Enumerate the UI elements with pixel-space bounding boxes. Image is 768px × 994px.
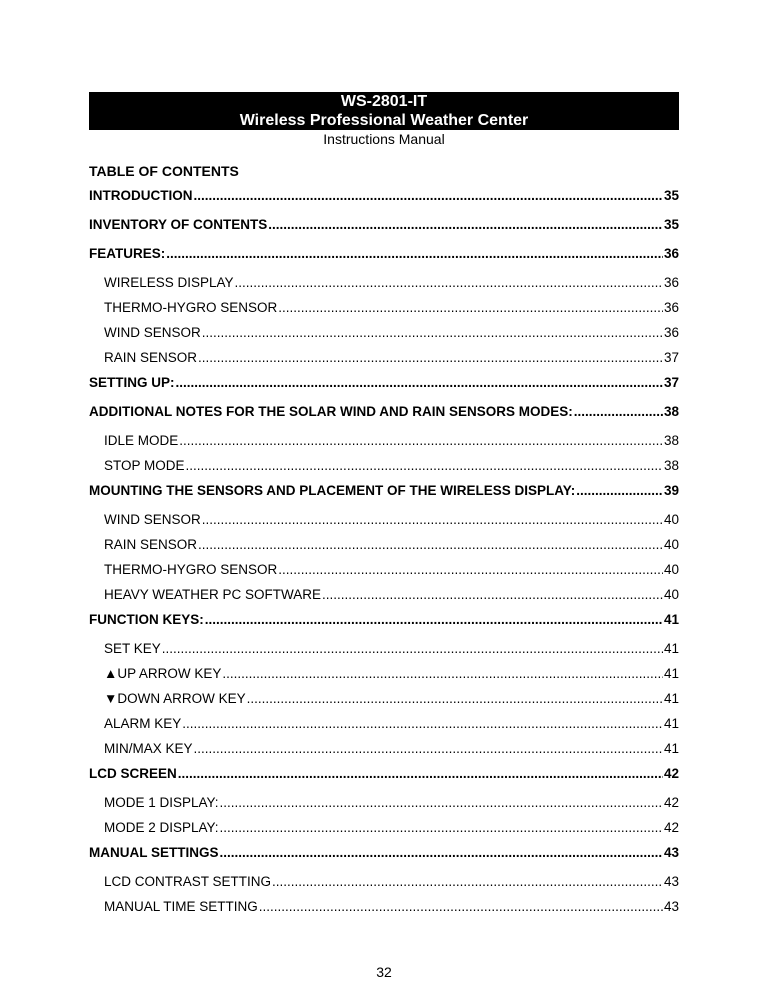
toc-entry-page: 41 [663, 716, 679, 731]
toc-entry-label: IDLE MODE [104, 433, 179, 448]
toc-entry-page: 36 [663, 325, 679, 340]
toc-entry-page: 40 [663, 537, 679, 552]
toc-entry-label: WIRELESS DISPLAY [104, 275, 234, 290]
toc-leader-dots [176, 375, 663, 390]
toc-entry[interactable] [89, 537, 679, 562]
toc-entry[interactable] [89, 300, 679, 325]
toc-entry-label: INVENTORY OF CONTENTS [89, 217, 268, 232]
toc-entry[interactable] [89, 845, 679, 874]
toc-entry[interactable] [89, 562, 679, 587]
toc-entry-page: 42 [663, 820, 679, 835]
toc-entry[interactable] [89, 275, 679, 300]
toc-leader-dots [222, 666, 663, 681]
toc-leader-dots [574, 404, 663, 419]
toc-entry-page: 41 [663, 741, 679, 756]
toc-entry-label: WIND SENSOR [104, 512, 201, 527]
toc-entry-label: ALARM KEY [104, 716, 182, 731]
toc-entry-page: 38 [663, 404, 679, 419]
toc-entry-label: SETTING UP: [89, 375, 175, 390]
toc-leader-dots [268, 217, 663, 232]
toc-leader-dots [220, 820, 663, 835]
toc-entry-label: MIN/MAX KEY [104, 741, 193, 756]
toc-leader-dots [198, 537, 663, 552]
toc-entry-page: 37 [663, 350, 679, 365]
toc-entry-label: MODE 1 DISPLAY: [104, 795, 219, 810]
toc-entry-label: ▲UP ARROW KEY [104, 666, 222, 681]
toc-entry-page: 37 [663, 375, 679, 390]
toc-entry-page: 40 [663, 562, 679, 577]
toc-entry[interactable] [89, 741, 679, 766]
toc-entry[interactable] [89, 612, 679, 641]
toc-entry[interactable] [89, 217, 679, 246]
toc-leader-dots [278, 300, 663, 315]
toc-entry-page: 40 [663, 512, 679, 527]
toc-entry-label: ▼DOWN ARROW KEY [104, 691, 246, 706]
toc-leader-dots [179, 433, 663, 448]
toc-entry-label: LCD SCREEN [89, 766, 177, 781]
toc-leader-dots [259, 899, 663, 914]
toc-leader-dots [166, 246, 663, 261]
toc-leader-dots [247, 691, 663, 706]
toc-entry-page: 41 [663, 691, 679, 706]
toc-leader-dots [220, 795, 663, 810]
toc-leader-dots [202, 512, 663, 527]
toc-entry-label: THERMO-HYGRO SENSOR [104, 562, 278, 577]
model-title: WS-2801-IT [340, 93, 428, 110]
toc-entry[interactable] [89, 766, 679, 795]
toc-entry-page: 42 [663, 766, 679, 781]
toc-entry-page: 38 [663, 458, 679, 473]
toc-leader-dots [272, 874, 663, 889]
toc-entry[interactable] [89, 404, 679, 433]
toc-entry-page: 36 [663, 275, 679, 290]
toc-leader-dots [278, 562, 663, 577]
toc-entry[interactable] [89, 246, 679, 275]
toc-entry-page: 40 [663, 587, 679, 602]
toc-entry[interactable] [89, 512, 679, 537]
document-subtitle: Instructions Manual [323, 131, 445, 147]
toc-entry-page: 41 [663, 612, 679, 627]
toc-entry-page: 35 [663, 217, 679, 232]
toc-entry-label: STOP MODE [104, 458, 185, 473]
toc-entry[interactable] [89, 899, 679, 924]
toc-entry-page: 35 [663, 188, 679, 203]
toc-entry[interactable] [89, 350, 679, 375]
toc-entry-page: 43 [663, 845, 679, 860]
toc-leader-dots [186, 458, 663, 473]
toc-entry-label: MANUAL TIME SETTING [104, 899, 258, 914]
toc-leader-dots [194, 188, 663, 203]
toc-entry[interactable] [89, 691, 679, 716]
toc-entry-page: 42 [663, 795, 679, 810]
toc-entry-label: RAIN SENSOR [104, 537, 198, 552]
toc-entry-page: 36 [663, 246, 679, 261]
toc-entry[interactable] [89, 325, 679, 350]
toc-leader-dots [576, 483, 663, 498]
toc-entry-label: INTRODUCTION [89, 188, 193, 203]
toc-entry-label: FUNCTION KEYS: [89, 612, 204, 627]
toc-leader-dots [162, 641, 663, 656]
page-number: 32 [376, 964, 392, 980]
toc-leader-dots [198, 350, 663, 365]
toc-entry-page: 39 [663, 483, 679, 498]
table-of-contents [89, 188, 679, 924]
toc-entry-label: RAIN SENSOR [104, 350, 198, 365]
toc-leader-dots [178, 766, 663, 781]
toc-entry[interactable] [89, 716, 679, 741]
toc-entry[interactable] [89, 375, 679, 404]
toc-leader-dots [202, 325, 663, 340]
toc-entry-label: WIND SENSOR [104, 325, 201, 340]
toc-entry-label: ADDITIONAL NOTES FOR THE SOLAR WIND AND RAIN SENSORS MODES: [89, 404, 573, 419]
toc-heading: TABLE OF CONTENTS [89, 163, 239, 179]
toc-leader-dots [194, 741, 663, 756]
toc-entry[interactable] [89, 483, 679, 512]
toc-entry-label: HEAVY WEATHER PC SOFTWARE [104, 587, 322, 602]
toc-entry[interactable] [89, 874, 679, 899]
toc-entry-label: FEATURES: [89, 246, 166, 261]
toc-entry[interactable] [89, 188, 679, 217]
toc-entry-page: 41 [663, 641, 679, 656]
toc-entry-label: THERMO-HYGRO SENSOR [104, 300, 278, 315]
toc-leader-dots [205, 612, 663, 627]
toc-entry-page: 43 [663, 874, 679, 889]
toc-leader-dots [322, 587, 663, 602]
toc-entry-page: 36 [663, 300, 679, 315]
toc-entry[interactable] [89, 820, 679, 845]
toc-entry-label: MOUNTING THE SENSORS AND PLACEMENT OF THE WIRELESS DISPLAY: [89, 483, 576, 498]
toc-entry-label: LCD CONTRAST SETTING [104, 874, 272, 889]
toc-entry[interactable] [89, 641, 679, 666]
toc-entry[interactable] [89, 587, 679, 612]
toc-entry[interactable] [89, 458, 679, 483]
toc-leader-dots [235, 275, 663, 290]
toc-entry-label: MODE 2 DISPLAY: [104, 820, 219, 835]
toc-entry[interactable] [89, 666, 679, 691]
toc-entry[interactable] [89, 795, 679, 820]
toc-entry-label: SET KEY [104, 641, 161, 656]
toc-leader-dots [182, 716, 663, 731]
toc-entry-page: 43 [663, 899, 679, 914]
toc-entry-page: 41 [663, 666, 679, 681]
toc-entry[interactable] [89, 433, 679, 458]
document-title-bar [89, 92, 679, 130]
toc-entry-label: MANUAL SETTINGS [89, 845, 219, 860]
toc-leader-dots [220, 845, 663, 860]
product-title: Wireless Professional Weather Center [239, 112, 529, 129]
toc-entry-page: 38 [663, 433, 679, 448]
